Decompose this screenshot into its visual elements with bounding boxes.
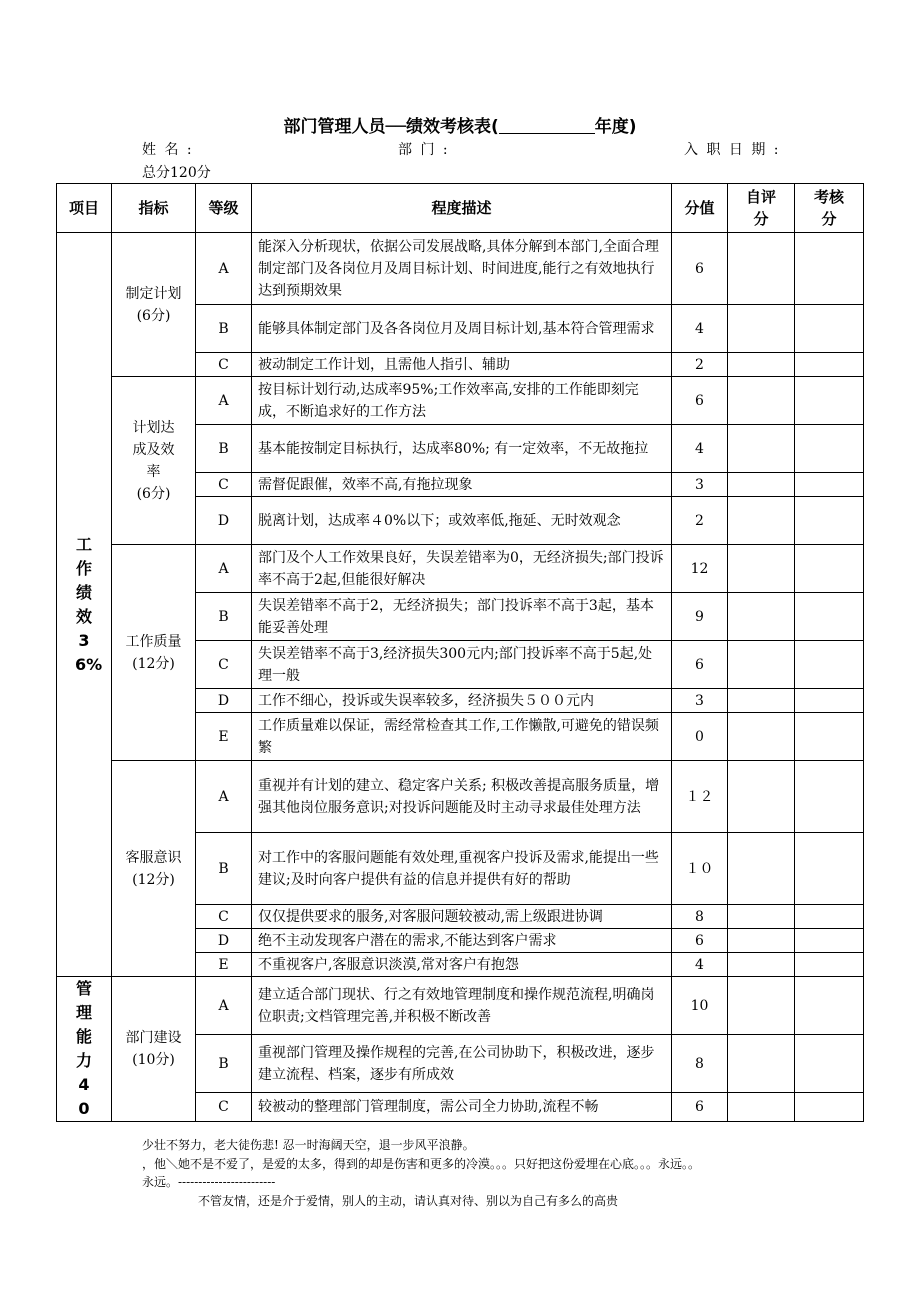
self-score-cell[interactable] bbox=[728, 1035, 795, 1093]
table-row bbox=[57, 977, 864, 1035]
value-cell: 3 bbox=[672, 689, 728, 713]
self-score-cell[interactable] bbox=[728, 377, 795, 425]
description-cell: 失误差错率不高于3,经济损失300元内;部门投诉率不高于5起,处理一般 bbox=[252, 641, 672, 689]
indicator-work-quality: 工作质量 (12分) bbox=[112, 545, 196, 761]
description-cell: 不重视客户,客服意识淡漠,常对客户有抱怨 bbox=[252, 953, 672, 977]
table-row bbox=[57, 233, 864, 305]
value-cell: 6 bbox=[672, 641, 728, 689]
grade-cell: D bbox=[196, 929, 252, 953]
col-header-review-score: 考核分 bbox=[795, 184, 864, 233]
table-row bbox=[57, 761, 864, 833]
evaluation-table bbox=[56, 183, 864, 1122]
description-cell: 需督促跟催，效率不高,有拖拉现象 bbox=[252, 473, 672, 497]
self-score-cell[interactable] bbox=[728, 305, 795, 353]
description-cell: 较被动的整理部门管理制度，需公司全力协助,流程不畅 bbox=[252, 1093, 672, 1122]
value-cell: 3 bbox=[672, 473, 728, 497]
col-header-value: 分值 bbox=[672, 184, 728, 233]
grade-cell: B bbox=[196, 1035, 252, 1093]
self-score-cell[interactable] bbox=[728, 713, 795, 761]
col-header-indicator: 指标 bbox=[112, 184, 196, 233]
grade-cell: B bbox=[196, 593, 252, 641]
grade-cell: A bbox=[196, 761, 252, 833]
review-score-cell[interactable] bbox=[795, 473, 864, 497]
grade-cell: C bbox=[196, 905, 252, 929]
description-cell: 重视部门管理及操作规程的完善,在公司协助下，积极改进，逐步建立流程、档案，逐步有所成效 bbox=[252, 1035, 672, 1093]
description-cell: 重视并有计划的建立、稳定客户关系; 积极改善提高服务质量，增强其他岗位服务意识;对投诉问题能及时主动寻求最佳处理方法 bbox=[252, 761, 672, 833]
value-cell: 4 bbox=[672, 953, 728, 977]
grade-cell: A bbox=[196, 377, 252, 425]
value-cell: 2 bbox=[672, 353, 728, 377]
table-row bbox=[57, 377, 864, 425]
description-cell: 部门及个人工作效果良好，失误差错率为0，无经济损失;部门投诉率不高于2起,但能很好解决 bbox=[252, 545, 672, 593]
indicator-customer-service: 客服意识 (12分) bbox=[112, 761, 196, 977]
grade-cell: E bbox=[196, 713, 252, 761]
footer-line-2: ，他＼她不是不爱了，是爱的太多，得到的却是伤害和更多的冷漠。。。只好把这份爱埋在心底。。。永远。。 bbox=[142, 1157, 701, 1171]
col-header-self-score: 自评分 bbox=[728, 184, 795, 233]
review-score-cell[interactable] bbox=[795, 233, 864, 305]
value-cell: 2 bbox=[672, 497, 728, 545]
value-cell: 6 bbox=[672, 929, 728, 953]
review-score-cell[interactable] bbox=[795, 905, 864, 929]
self-score-cell[interactable] bbox=[728, 905, 795, 929]
footer-line-3: 永远。------------------------ bbox=[142, 1175, 276, 1189]
total-score: 总分120分 bbox=[142, 165, 211, 181]
self-score-cell[interactable] bbox=[728, 353, 795, 377]
grade-cell: C bbox=[196, 353, 252, 377]
footer-line-4: 不管友情，还是介于爱情，别人的主动，请认真对待、别以为自己有多么的高贵 bbox=[198, 1194, 619, 1208]
footer-line-1: 少壮不努力，老大徒伤悲! 忍一时海阔天空，退一步风平浪静。 bbox=[142, 1138, 475, 1152]
description-cell: 工作不细心，投诉或失误率较多，经济损失５００元内 bbox=[252, 689, 672, 713]
value-cell: 4 bbox=[672, 425, 728, 473]
self-score-cell[interactable] bbox=[728, 473, 795, 497]
review-score-cell[interactable] bbox=[795, 353, 864, 377]
review-score-cell[interactable] bbox=[795, 761, 864, 833]
self-score-cell[interactable] bbox=[728, 593, 795, 641]
indicator-plan: 制定计划 (6分) bbox=[112, 233, 196, 377]
value-cell: 6 bbox=[672, 1093, 728, 1122]
review-score-cell[interactable] bbox=[795, 305, 864, 353]
review-score-cell[interactable] bbox=[795, 977, 864, 1035]
document-title bbox=[0, 112, 920, 137]
title-prefix: 部门管理人员──绩效考核表( bbox=[283, 117, 499, 137]
description-cell: 被动制定工作计划，且需他人指引、辅助 bbox=[252, 353, 672, 377]
self-score-cell[interactable] bbox=[728, 953, 795, 977]
grade-cell: B bbox=[196, 305, 252, 353]
self-score-cell[interactable] bbox=[728, 425, 795, 473]
self-score-cell[interactable] bbox=[728, 233, 795, 305]
description-cell: 能够具体制定部门及各各岗位月及周目标计划,基本符合管理需求 bbox=[252, 305, 672, 353]
review-score-cell[interactable] bbox=[795, 425, 864, 473]
review-score-cell[interactable] bbox=[795, 377, 864, 425]
grade-cell: C bbox=[196, 473, 252, 497]
review-score-cell[interactable] bbox=[795, 953, 864, 977]
grade-cell: B bbox=[196, 833, 252, 905]
self-score-cell[interactable] bbox=[728, 1093, 795, 1122]
value-cell: 12 bbox=[672, 545, 728, 593]
value-cell: 6 bbox=[672, 233, 728, 305]
col-header-grade: 等级 bbox=[196, 184, 252, 233]
title-suffix: 年度) bbox=[594, 117, 637, 137]
col-header-description: 程度描述 bbox=[252, 184, 672, 233]
description-cell: 对工作中的客服问题能有效处理,重视客户投诉及需求,能提出一些建议;及时向客户提供有益的信息并提供有好的帮助 bbox=[252, 833, 672, 905]
table-row bbox=[57, 545, 864, 593]
self-score-cell[interactable] bbox=[728, 689, 795, 713]
category-management-ability: 管理能力40 bbox=[57, 977, 112, 1122]
review-score-cell[interactable] bbox=[795, 1035, 864, 1093]
review-score-cell[interactable] bbox=[795, 929, 864, 953]
self-score-cell[interactable] bbox=[728, 761, 795, 833]
table-header-row bbox=[57, 184, 864, 233]
grade-cell: D bbox=[196, 689, 252, 713]
description-cell: 基本能按制定目标执行，达成率80%; 有一定效率，不无故拖拉 bbox=[252, 425, 672, 473]
value-cell: 0 bbox=[672, 713, 728, 761]
self-score-cell[interactable] bbox=[728, 929, 795, 953]
review-score-cell[interactable] bbox=[795, 545, 864, 593]
value-cell: １０ bbox=[672, 833, 728, 905]
review-score-cell[interactable] bbox=[795, 689, 864, 713]
grade-cell: B bbox=[196, 425, 252, 473]
review-score-cell[interactable] bbox=[795, 713, 864, 761]
dept-label: 部 门 : bbox=[398, 142, 450, 158]
review-score-cell[interactable] bbox=[795, 593, 864, 641]
grade-cell: A bbox=[196, 233, 252, 305]
category-work-performance: 工作绩效36% bbox=[57, 233, 112, 977]
grade-cell: C bbox=[196, 641, 252, 689]
description-cell: 脱离计划，达成率４0%以下；或效率低,拖延、无时效观念 bbox=[252, 497, 672, 545]
review-score-cell[interactable] bbox=[795, 497, 864, 545]
description-cell: 按目标计划行动,达成率95%;工作效率高,安排的工作能即刻完成，不断追求好的工作方法 bbox=[252, 377, 672, 425]
col-header-item: 项目 bbox=[57, 184, 112, 233]
grade-cell: A bbox=[196, 977, 252, 1035]
description-cell: 能深入分析现状，依据公司发展战略,具体分解到本部门,全面合理制定部门及各岗位月及周目标计划、时间进度,能行之有效地执行达到预期效果 bbox=[252, 233, 672, 305]
indicator-plan-achievement: 计划达成及效率 (6分) bbox=[112, 377, 196, 545]
self-score-cell[interactable] bbox=[728, 545, 795, 593]
review-score-cell[interactable] bbox=[795, 641, 864, 689]
indicator-department-building: 部门建设 (10分) bbox=[112, 977, 196, 1122]
self-score-cell[interactable] bbox=[728, 497, 795, 545]
grade-cell: E bbox=[196, 953, 252, 977]
grade-cell: A bbox=[196, 545, 252, 593]
self-score-cell[interactable] bbox=[728, 641, 795, 689]
name-label: 姓 名 : bbox=[142, 142, 194, 158]
review-score-cell[interactable] bbox=[795, 833, 864, 905]
self-score-cell[interactable] bbox=[728, 977, 795, 1035]
date-label: 入 职 日 期 : bbox=[684, 142, 781, 158]
description-cell: 建立适合部门现状、行之有效地管理制度和操作规范流程,明确岗位职责;文档管理完善,并积极不断改善 bbox=[252, 977, 672, 1035]
value-cell: 8 bbox=[672, 905, 728, 929]
value-cell: 8 bbox=[672, 1035, 728, 1093]
value-cell: 9 bbox=[672, 593, 728, 641]
self-score-cell[interactable] bbox=[728, 833, 795, 905]
grade-cell: D bbox=[196, 497, 252, 545]
description-cell: 工作质量难以保证，需经常检查其工作,工作懒散,可避免的错误频繁 bbox=[252, 713, 672, 761]
description-cell: 仅仅提供要求的服务,对客服问题较被动,需上级跟进协调 bbox=[252, 905, 672, 929]
year-blank[interactable] bbox=[499, 118, 595, 134]
value-cell: 10 bbox=[672, 977, 728, 1035]
value-cell: 6 bbox=[672, 377, 728, 425]
review-score-cell[interactable] bbox=[795, 1093, 864, 1122]
value-cell: 4 bbox=[672, 305, 728, 353]
description-cell: 绝不主动发现客户潜在的需求,不能达到客户需求 bbox=[252, 929, 672, 953]
grade-cell: C bbox=[196, 1093, 252, 1122]
description-cell: 失误差错率不高于2，无经济损失；部门投诉率不高于3起，基本能妥善处理 bbox=[252, 593, 672, 641]
value-cell: １２ bbox=[672, 761, 728, 833]
